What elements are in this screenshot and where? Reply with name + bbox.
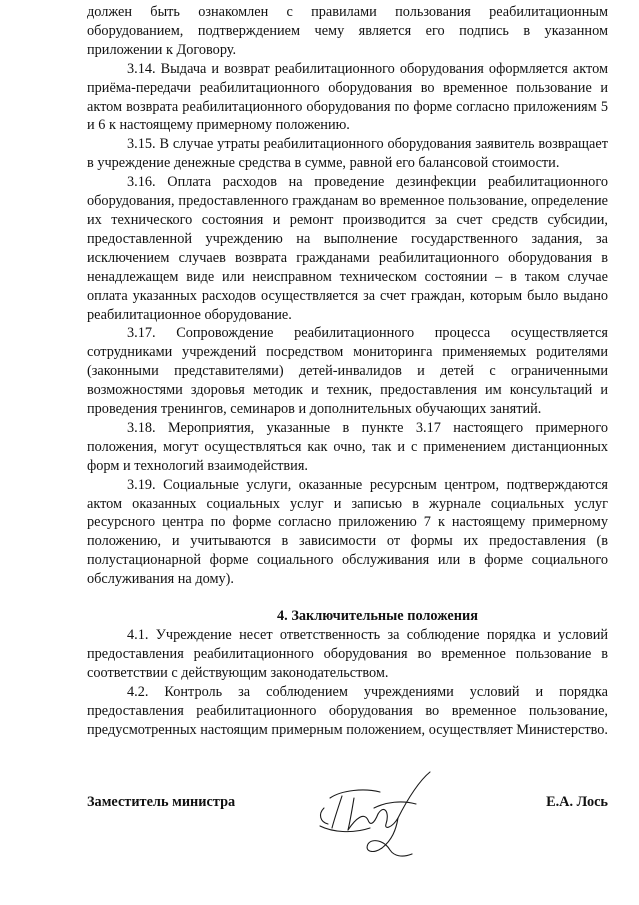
signatory-role: Заместитель министра — [87, 794, 236, 810]
paragraph-3-18: 3.18. Мероприятия, указанные в пункте 3.17 настоящего примерного положения, могут осуществляться как очно, так и с применением дистанционных форм и технологий взаимодействия. — [87, 419, 608, 474]
paragraph-3-17: 3.17. Сопровождение реабилитационного процесса осуществляется сотрудниками учреждений посредством мониторинга применяемых родителями (законными представителями) детей-инвалидов и детей с ограниченными возможностями здоровья методик и техник, предоставления им консультаций и проведения тренингов, семинаров и дополнительных обучающих занятий. — [87, 325, 608, 418]
handwritten-signature — [312, 768, 442, 863]
section-heading: 4. Заключительные положения — [277, 608, 478, 625]
paragraph-4-2: 4.2. Контроль за соблюдением учреждениями условий и порядка предоставления реабилитационного оборудования во временное пользование, предусмотренных настоящим примерным положением, осуществляет Министерство. — [87, 683, 608, 738]
paragraph-3-16: 3.16. Оплата расходов на проведение дезинфекции реабилитационного оборудования, предоставленного гражданам во временное пользование, определение их технического состояния и ремонт производится за счет средств субсидии, предоставленной учреждению на выполнение государственного задания, за исключением случаев возврата гражданами реабилитационного оборудования в ненадлежащем виде или неисправном техническом состоянии – в таком случае оплата указанных расходов осуществляется за счет граждан, которым было выдано реабилитационное оборудование. — [87, 174, 608, 323]
paragraph-3-14: 3.14. Выдача и возврат реабилитационного оборудования оформляется актом приёма-передачи реабилитационного оборудования во временное пользование и актом возврата реабилитационного оборудования по форме согласно приложениям 5 и 6 к настоящему примерному положению. — [87, 60, 608, 134]
document-body — [87, 3, 608, 740]
paragraph-4-1: 4.1. Учреждение несет ответственность за соблюдение порядка и условий предоставления реабилитационного оборудования во временное пользование в соответствии с действующим законодательством. — [87, 627, 608, 681]
paragraph-continuation: должен быть ознакомлен с правилами пользования реабилитационным оборудованием, подтверждением чему является его подпись в указанном приложении к Договору. — [87, 4, 608, 58]
signatory-name: Е.А. Лось — [546, 794, 608, 810]
paragraph-3-19: 3.19. Социальные услуги, оказанные ресурсным центром, подтверждаются актом оказанных социальных услуг и записью в журнале социальных услуг ресурсного центра по форме согласно приложению 7 к настоящему примерному положению, и учитываются в зависимости от формы их предоставления (в полустационарной форме социального обслуживания или в форме социального обслуживания на дому). — [87, 476, 608, 588]
paragraph-3-15: 3.15. В случае утраты реабилитационного оборудования заявитель возвращает в учреждение денежные средства в сумме, равной его балансовой стоимости. — [87, 136, 608, 172]
